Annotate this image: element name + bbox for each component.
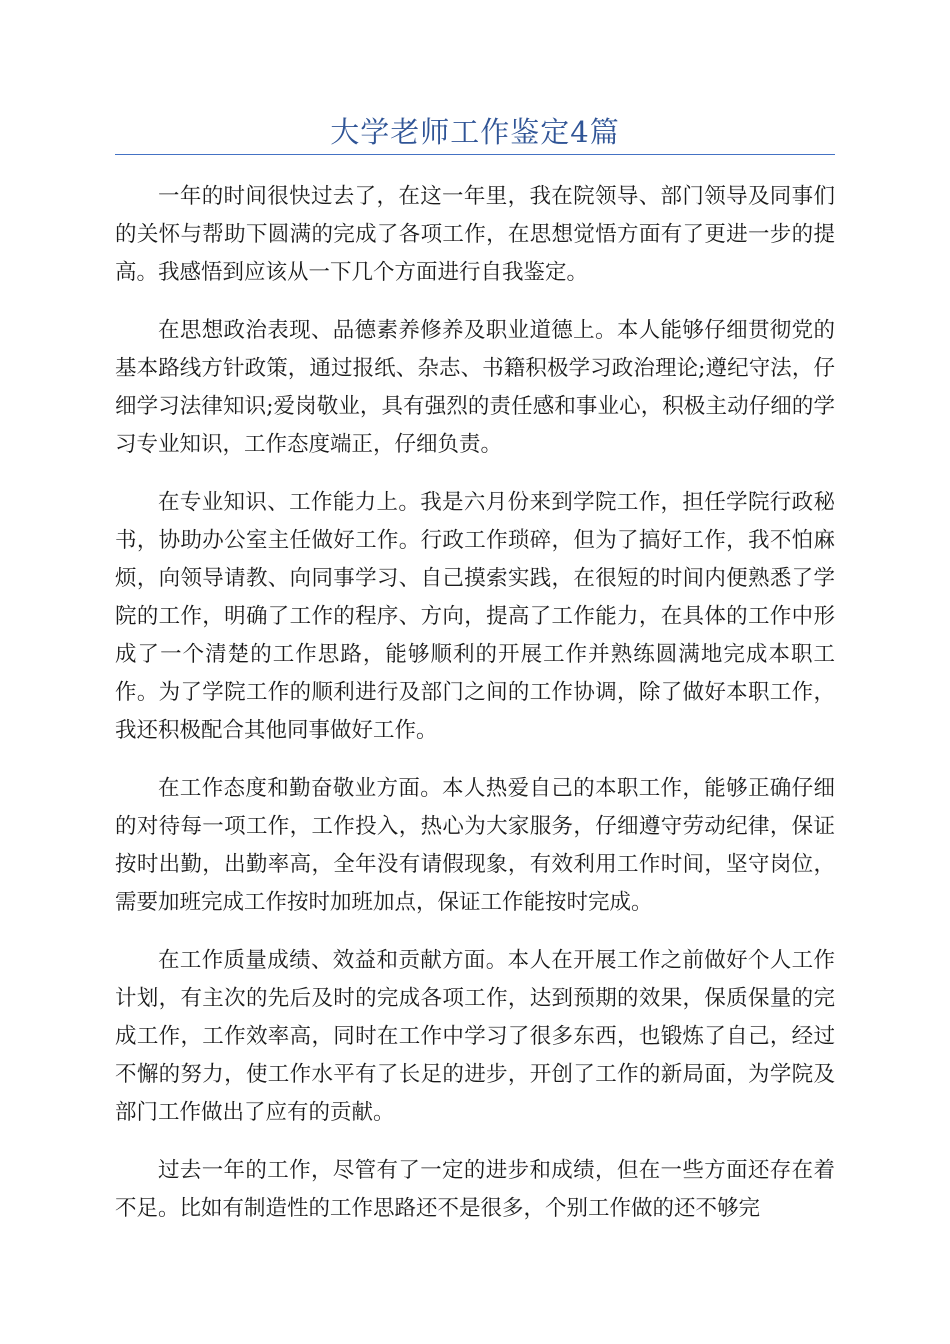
paragraph-attitude: 在工作态度和勤奋敬业方面。本人热爱自己的本职工作，能够正确仔细的对待每一项工作，工作投入，热心为大家服务，仔细遵守劳动纪律，保证按时出勤，出勤率高，全年没有请假现象，有效利用工作时间，坚守岗位，需要加班完成工作按时加班加点，保证工作能按时完成。: [115, 776, 835, 915]
paragraph-quality: 在工作质量成绩、效益和贡献方面。本人在开展工作之前做好个人工作计划，有主次的先后及时的完成各项工作，达到预期的效果，保质保量的完成工作，工作效率高，同时在工作中学习了很多东西，也锻炼了自己，经过不懈的努力，使工作水平有了长足的进步，开创了工作的新局面，为学院及部门工作做出了应有的贡献。: [115, 948, 835, 1125]
paragraph-intro: 一年的时间很快过去了，在这一年里，我在院领导、部门领导及同事们的关怀与帮助下圆满的完成了各项工作，在思想觉悟方面有了更进一步的提高。我感悟到应该从一下几个方面进行自我鉴定。: [115, 184, 835, 285]
title-underline: [115, 154, 835, 155]
paragraph-shortcomings: 过去一年的工作，尽管有了一定的进步和成绩，但在一些方面还存在着不足。比如有制造性的工作思路还不是很多，个别工作做的还不够完: [115, 1158, 835, 1221]
document-title: 大学老师工作鉴定4篇: [330, 115, 620, 149]
document-body: [115, 178, 835, 1248]
paragraph-political: 在思想政治表现、品德素养修养及职业道德上。本人能够仔细贯彻党的基本路线方针政策，通过报纸、杂志、书籍积极学习政治理论;遵纪守法，仔细学习法律知识;爱岗敬业，具有强烈的责任感和事业心，积极主动仔细的学习专业知识，工作态度端正，仔细负责。: [115, 318, 835, 457]
paragraph-professional: 在专业知识、工作能力上。我是六月份来到学院工作，担任学院行政秘书，协助办公室主任做好工作。行政工作琐碎，但为了搞好工作，我不怕麻烦，向领导请教、向同事学习、自己摸索实践，在很短的时间内便熟悉了学院的工作，明确了工作的程序、方向，提高了工作能力，在具体的工作中形成了一个清楚的工作思路，能够顺利的开展工作并熟练圆满地完成本职工作。为了学院工作的顺利进行及部门之间的工作协调，除了做好本职工作，我还积极配合其他同事做好工作。: [115, 490, 835, 743]
